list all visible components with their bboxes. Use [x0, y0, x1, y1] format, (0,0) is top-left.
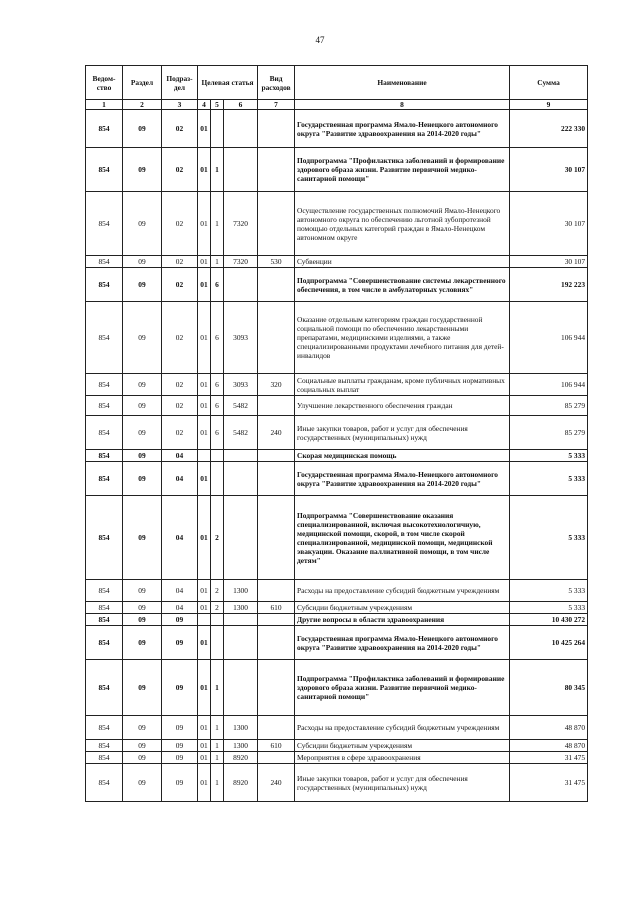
cell-target-code — [224, 626, 258, 660]
cell-target-subprogram — [211, 462, 224, 496]
cell-podrazdel: 02 — [162, 302, 198, 374]
cell-sum: 5 333 — [510, 602, 588, 614]
cell-ved: 854 — [86, 580, 123, 602]
cell-podrazdel: 04 — [162, 450, 198, 462]
cell-ved: 854 — [86, 602, 123, 614]
cell-ved: 854 — [86, 396, 123, 416]
cell-target-program: 01 — [198, 602, 211, 614]
cell-name: Расходы на предоставление субсидий бюджетным учреждениям — [295, 716, 510, 740]
cell-target-code — [224, 614, 258, 626]
cell-target-code: 8920 — [224, 764, 258, 802]
cell-razdel: 09 — [123, 752, 162, 764]
cell-target-program: 01 — [198, 716, 211, 740]
cell-vid — [258, 110, 295, 148]
cell-podrazdel: 09 — [162, 716, 198, 740]
cell-razdel: 09 — [123, 716, 162, 740]
cell-target-program: 01 — [198, 752, 211, 764]
cell-ved: 854 — [86, 110, 123, 148]
cell-target-subprogram: 6 — [211, 268, 224, 302]
cell-sum: 106 944 — [510, 302, 588, 374]
table-row — [86, 496, 588, 580]
cell-vid — [258, 396, 295, 416]
column-number: 9 — [510, 100, 588, 110]
cell-razdel: 09 — [123, 450, 162, 462]
cell-podrazdel: 02 — [162, 374, 198, 396]
cell-vid — [258, 580, 295, 602]
cell-sum: 5 333 — [510, 450, 588, 462]
cell-ved: 854 — [86, 716, 123, 740]
cell-vid — [258, 192, 295, 256]
cell-vid — [258, 660, 295, 716]
cell-sum: 5 333 — [510, 580, 588, 602]
cell-vid: 610 — [258, 740, 295, 752]
cell-ved: 854 — [86, 626, 123, 660]
header-razdel: Раздел — [123, 66, 162, 100]
cell-sum: 48 870 — [510, 716, 588, 740]
cell-sum: 106 944 — [510, 374, 588, 396]
table-row — [86, 764, 588, 802]
cell-target-code: 1300 — [224, 602, 258, 614]
cell-target-subprogram: 1 — [211, 740, 224, 752]
cell-ved: 854 — [86, 148, 123, 192]
table-row — [86, 256, 588, 268]
cell-razdel: 09 — [123, 740, 162, 752]
cell-podrazdel: 02 — [162, 416, 198, 450]
cell-vid — [258, 462, 295, 496]
table-row — [86, 268, 588, 302]
table-row — [86, 580, 588, 602]
header-row — [86, 66, 588, 100]
cell-name: Оказание отдельным категориям граждан государственной социальной помощи по обеспечению лекарственными препаратами, медицинскими изделиями, а также специализированными продуктами лечебного питания для детей-инвалидов — [295, 302, 510, 374]
column-number: 2 — [123, 100, 162, 110]
cell-name: Социальные выплаты гражданам, кроме публичных нормативных социальных выплат — [295, 374, 510, 396]
cell-sum: 192 223 — [510, 268, 588, 302]
cell-target-program: 01 — [198, 416, 211, 450]
cell-target-subprogram: 1 — [211, 192, 224, 256]
cell-podrazdel: 09 — [162, 614, 198, 626]
cell-name: Скорая медицинская помощь — [295, 450, 510, 462]
cell-vid — [258, 626, 295, 660]
cell-name: Субвенции — [295, 256, 510, 268]
cell-target-code — [224, 450, 258, 462]
cell-ved: 854 — [86, 302, 123, 374]
cell-target-subprogram: 1 — [211, 752, 224, 764]
cell-ved: 854 — [86, 752, 123, 764]
cell-razdel: 09 — [123, 764, 162, 802]
cell-target-code: 1300 — [224, 716, 258, 740]
cell-target-subprogram: 6 — [211, 374, 224, 396]
table-row — [86, 110, 588, 148]
cell-ved: 854 — [86, 256, 123, 268]
cell-sum: 48 870 — [510, 740, 588, 752]
header-ved: Ведом- ство — [86, 66, 123, 100]
cell-razdel: 09 — [123, 462, 162, 496]
cell-target-code — [224, 148, 258, 192]
cell-target-program — [198, 614, 211, 626]
column-number: 5 — [211, 100, 224, 110]
cell-name: Расходы на предоставление субсидий бюджетным учреждениям — [295, 580, 510, 602]
column-number: 1 — [86, 100, 123, 110]
cell-razdel: 09 — [123, 148, 162, 192]
cell-target-program: 01 — [198, 580, 211, 602]
cell-target-program: 01 — [198, 268, 211, 302]
cell-sum: 80 345 — [510, 660, 588, 716]
cell-target-subprogram — [211, 450, 224, 462]
cell-sum: 5 333 — [510, 496, 588, 580]
cell-target-program: 01 — [198, 496, 211, 580]
table-row — [86, 752, 588, 764]
cell-target-program: 01 — [198, 660, 211, 716]
cell-target-program: 01 — [198, 764, 211, 802]
cell-razdel: 09 — [123, 602, 162, 614]
cell-target-subprogram — [211, 614, 224, 626]
cell-name: Подпрограмма "Профилактика заболеваний и формирование здорового образа жизни. Развитие первичной медико-санитарной помощи" — [295, 660, 510, 716]
cell-name: Субсидии бюджетным учреждениям — [295, 740, 510, 752]
cell-podrazdel: 09 — [162, 660, 198, 716]
cell-sum: 30 107 — [510, 148, 588, 192]
header-vid: Вид расходов — [258, 66, 295, 100]
cell-podrazdel: 02 — [162, 192, 198, 256]
cell-target-subprogram: 6 — [211, 416, 224, 450]
cell-name: Подпрограмма "Профилактика заболеваний и формирование здорового образа жизни. Развитие первичной медико-санитарной помощи" — [295, 148, 510, 192]
table-row — [86, 462, 588, 496]
cell-name: Субсидии бюджетным учреждениям — [295, 602, 510, 614]
cell-name: Подпрограмма "Совершенствование системы лекарственного обеспечения, в том числе в амбулаторных условиях" — [295, 268, 510, 302]
cell-target-code — [224, 462, 258, 496]
cell-vid: 610 — [258, 602, 295, 614]
table-row — [86, 450, 588, 462]
cell-sum: 10 425 264 — [510, 626, 588, 660]
cell-razdel: 09 — [123, 416, 162, 450]
cell-sum: 222 330 — [510, 110, 588, 148]
cell-name: Улучшение лекарственного обеспечения граждан — [295, 396, 510, 416]
cell-vid: 240 — [258, 764, 295, 802]
page-number: 47 — [315, 35, 325, 45]
cell-target-subprogram: 6 — [211, 396, 224, 416]
cell-target-subprogram: 2 — [211, 496, 224, 580]
cell-target-program: 01 — [198, 374, 211, 396]
cell-ved: 854 — [86, 462, 123, 496]
cell-razdel: 09 — [123, 660, 162, 716]
cell-target-code: 3093 — [224, 302, 258, 374]
cell-razdel: 09 — [123, 614, 162, 626]
table-row — [86, 660, 588, 716]
cell-target-code: 5482 — [224, 416, 258, 450]
cell-sum: 30 107 — [510, 256, 588, 268]
column-number: 8 — [295, 100, 510, 110]
cell-podrazdel: 09 — [162, 752, 198, 764]
cell-vid — [258, 716, 295, 740]
column-number-row — [86, 100, 588, 110]
cell-ved: 854 — [86, 660, 123, 716]
cell-vid: 530 — [258, 256, 295, 268]
cell-target-program: 01 — [198, 740, 211, 752]
cell-name: Государственная программа Ямало-Ненецкого автономного округа "Развитие здравоохранения на 2014-2020 годы" — [295, 110, 510, 148]
cell-podrazdel: 04 — [162, 602, 198, 614]
table-body — [86, 110, 588, 802]
cell-sum: 85 279 — [510, 416, 588, 450]
cell-razdel: 09 — [123, 496, 162, 580]
cell-target-program: 01 — [198, 462, 211, 496]
table-row — [86, 614, 588, 626]
cell-razdel: 09 — [123, 626, 162, 660]
cell-ved: 854 — [86, 268, 123, 302]
cell-vid — [258, 752, 295, 764]
column-number: 4 — [198, 100, 211, 110]
cell-ved: 854 — [86, 450, 123, 462]
cell-name: Государственная программа Ямало-Ненецкого автономного округа "Развитие здравоохранения на 2014-2020 годы" — [295, 626, 510, 660]
cell-podrazdel: 09 — [162, 764, 198, 802]
header-target: Целевая статья — [198, 66, 258, 100]
column-number: 7 — [258, 100, 295, 110]
cell-name: Мероприятия в сфере здравоохранения — [295, 752, 510, 764]
cell-target-code: 7320 — [224, 192, 258, 256]
table-row — [86, 302, 588, 374]
cell-ved: 854 — [86, 740, 123, 752]
cell-podrazdel: 04 — [162, 580, 198, 602]
column-number: 3 — [162, 100, 198, 110]
cell-ved: 854 — [86, 496, 123, 580]
cell-podrazdel: 02 — [162, 110, 198, 148]
cell-target-program: 01 — [198, 626, 211, 660]
cell-target-code: 1300 — [224, 740, 258, 752]
cell-name: Иные закупки товаров, работ и услуг для обеспечения государственных (муниципальных) нужд — [295, 764, 510, 802]
cell-vid — [258, 148, 295, 192]
cell-name: Иные закупки товаров, работ и услуг для обеспечения государственных (муниципальных) нужд — [295, 416, 510, 450]
cell-sum: 85 279 — [510, 396, 588, 416]
cell-target-subprogram — [211, 110, 224, 148]
table-row — [86, 396, 588, 416]
cell-target-subprogram — [211, 626, 224, 660]
cell-sum: 30 107 — [510, 192, 588, 256]
cell-podrazdel: 02 — [162, 256, 198, 268]
cell-target-code — [224, 268, 258, 302]
header-podrazdel: Подраз- дел — [162, 66, 198, 100]
cell-target-subprogram: 1 — [211, 148, 224, 192]
table-row — [86, 740, 588, 752]
cell-sum: 31 475 — [510, 764, 588, 802]
cell-name: Государственная программа Ямало-Ненецкого автономного округа "Развитие здравоохранения на 2014-2020 годы" — [295, 462, 510, 496]
cell-razdel: 09 — [123, 268, 162, 302]
cell-target-subprogram: 1 — [211, 716, 224, 740]
cell-target-program: 01 — [198, 302, 211, 374]
cell-podrazdel: 02 — [162, 148, 198, 192]
table-row — [86, 716, 588, 740]
cell-podrazdel: 09 — [162, 626, 198, 660]
cell-podrazdel: 09 — [162, 740, 198, 752]
cell-ved: 854 — [86, 764, 123, 802]
table-row — [86, 416, 588, 450]
cell-target-program — [198, 450, 211, 462]
cell-target-subprogram: 2 — [211, 602, 224, 614]
cell-target-program: 01 — [198, 192, 211, 256]
cell-target-program: 01 — [198, 396, 211, 416]
budget-table — [85, 65, 588, 802]
cell-sum: 5 333 — [510, 462, 588, 496]
cell-target-program: 01 — [198, 110, 211, 148]
cell-ved: 854 — [86, 192, 123, 256]
cell-vid — [258, 450, 295, 462]
header-sum: Сумма — [510, 66, 588, 100]
cell-sum: 10 430 272 — [510, 614, 588, 626]
cell-target-subprogram: 2 — [211, 580, 224, 602]
table-row — [86, 192, 588, 256]
cell-target-subprogram: 1 — [211, 764, 224, 802]
cell-vid: 320 — [258, 374, 295, 396]
cell-vid — [258, 302, 295, 374]
cell-target-code — [224, 110, 258, 148]
cell-target-subprogram: 1 — [211, 256, 224, 268]
cell-target-code: 1300 — [224, 580, 258, 602]
cell-target-subprogram: 1 — [211, 660, 224, 716]
cell-target-program: 01 — [198, 148, 211, 192]
cell-target-subprogram: 6 — [211, 302, 224, 374]
cell-razdel: 09 — [123, 256, 162, 268]
header-name: Наименование — [295, 66, 510, 100]
table-row — [86, 626, 588, 660]
cell-sum: 31 475 — [510, 752, 588, 764]
cell-vid — [258, 496, 295, 580]
cell-ved: 854 — [86, 374, 123, 396]
cell-ved: 854 — [86, 614, 123, 626]
cell-vid: 240 — [258, 416, 295, 450]
cell-razdel: 09 — [123, 302, 162, 374]
table-row — [86, 602, 588, 614]
cell-target-code — [224, 660, 258, 716]
cell-ved: 854 — [86, 416, 123, 450]
cell-razdel: 09 — [123, 374, 162, 396]
cell-name: Другие вопросы в области здравоохранения — [295, 614, 510, 626]
cell-target-code: 3093 — [224, 374, 258, 396]
cell-target-code: 8920 — [224, 752, 258, 764]
cell-name: Осуществление государственных полномочий Ямало-Ненецкого автономного округа по обеспечению льготной зубопротезной помощью отдельных категорий граждан в Ямало-Ненецком автономном округе — [295, 192, 510, 256]
cell-podrazdel: 02 — [162, 396, 198, 416]
cell-target-code: 7320 — [224, 256, 258, 268]
cell-podrazdel: 04 — [162, 462, 198, 496]
cell-vid — [258, 268, 295, 302]
cell-razdel: 09 — [123, 580, 162, 602]
cell-target-program: 01 — [198, 256, 211, 268]
cell-vid — [258, 614, 295, 626]
cell-razdel: 09 — [123, 192, 162, 256]
cell-name: Подпрограмма "Совершенствование оказания специализированной, включая высокотехнологичную, медицинской помощи, скорой, в том числе скорой специализированной, медицинской помощи, медицинской эвакуации. Оказание паллиативной помощи, в том числе детям" — [295, 496, 510, 580]
cell-podrazdel: 02 — [162, 268, 198, 302]
table-row — [86, 148, 588, 192]
column-number: 6 — [224, 100, 258, 110]
cell-target-code — [224, 496, 258, 580]
table-row — [86, 374, 588, 396]
cell-razdel: 09 — [123, 396, 162, 416]
cell-razdel: 09 — [123, 110, 162, 148]
cell-target-code: 5482 — [224, 396, 258, 416]
cell-podrazdel: 04 — [162, 496, 198, 580]
